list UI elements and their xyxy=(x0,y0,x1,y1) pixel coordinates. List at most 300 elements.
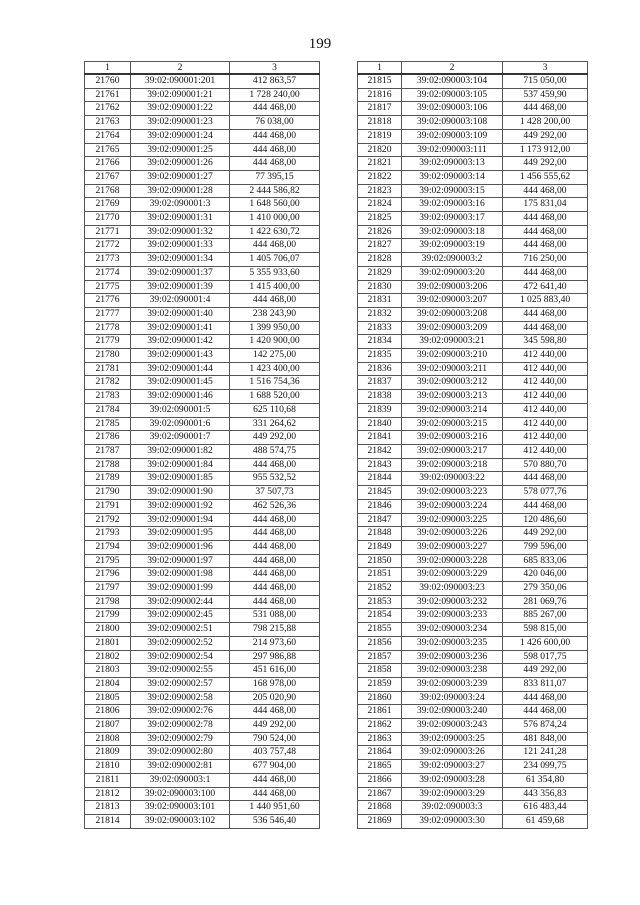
row-number-cell: 21840 xyxy=(358,417,402,431)
cadastral-number-cell: 39:02:090003:18 xyxy=(402,225,503,239)
column-header: 1 xyxy=(358,62,402,75)
table-row xyxy=(85,116,320,130)
table-row xyxy=(85,499,320,513)
row-number-cell: 21866 xyxy=(358,773,402,787)
cadastral-number-cell: 39:02:090003:30 xyxy=(402,814,503,828)
value-cell: 1 688 520,00 xyxy=(230,390,320,404)
value-cell: 444 468,00 xyxy=(230,787,320,801)
cadastral-number-cell: 39:02:090002:54 xyxy=(131,650,230,664)
row-number-cell: 21807 xyxy=(85,719,131,733)
row-number-cell: 21772 xyxy=(85,239,131,253)
cadastral-number-cell: 39:02:090003:27 xyxy=(402,760,503,774)
row-number-cell: 21795 xyxy=(85,554,131,568)
cadastral-number-cell: 39:02:090003:215 xyxy=(402,417,503,431)
row-number-cell: 21853 xyxy=(358,595,402,609)
value-cell: 536 546,40 xyxy=(230,814,320,828)
value-cell: 214 973,60 xyxy=(230,636,320,650)
value-cell: 625 110,68 xyxy=(230,403,320,417)
row-number-cell: 21838 xyxy=(358,390,402,404)
value-cell: 61 354,80 xyxy=(503,773,588,787)
row-number-cell: 21775 xyxy=(85,280,131,294)
value-cell: 449 292,00 xyxy=(503,129,588,143)
value-cell: 488 574,75 xyxy=(230,444,320,458)
cadastral-number-cell: 39:02:090003:223 xyxy=(402,486,503,500)
cadastral-number-cell: 39:02:090001:94 xyxy=(131,513,230,527)
row-number-cell: 21791 xyxy=(85,499,131,513)
table-row xyxy=(85,225,320,239)
value-cell: 449 292,00 xyxy=(503,157,588,171)
table-row xyxy=(85,212,320,226)
table-row xyxy=(85,636,320,650)
value-cell: 238 243,90 xyxy=(230,307,320,321)
row-number-cell: 21849 xyxy=(358,540,402,554)
cadastral-number-cell: 39:02:090003:213 xyxy=(402,390,503,404)
cadastral-number-cell: 39:02:090002:52 xyxy=(131,636,230,650)
table-row xyxy=(358,801,588,815)
row-number-cell: 21797 xyxy=(85,582,131,596)
value-cell: 444 468,00 xyxy=(503,705,588,719)
cadastral-number-cell: 39:02:090001:25 xyxy=(131,143,230,157)
value-cell: 1 648 560,00 xyxy=(230,198,320,212)
row-number-cell: 21789 xyxy=(85,472,131,486)
table-row xyxy=(358,349,588,363)
cadastral-number-cell: 39:02:090003:101 xyxy=(131,801,230,815)
row-number-cell: 21827 xyxy=(358,239,402,253)
row-number-cell: 21776 xyxy=(85,294,131,308)
cadastral-number-cell: 39:02:090002:57 xyxy=(131,677,230,691)
value-cell: 1 423 400,00 xyxy=(230,362,320,376)
table-row xyxy=(85,732,320,746)
row-number-cell: 21764 xyxy=(85,129,131,143)
table-row xyxy=(85,362,320,376)
cadastral-number-cell: 39:02:090001:40 xyxy=(131,307,230,321)
table-row xyxy=(358,253,588,267)
table-row xyxy=(358,554,588,568)
table-row xyxy=(358,280,588,294)
row-number-cell: 21835 xyxy=(358,349,402,363)
cadastral-number-cell: 39:02:090001:24 xyxy=(131,129,230,143)
value-cell: 472 641,40 xyxy=(503,280,588,294)
column-header: 3 xyxy=(230,62,320,75)
row-number-cell: 21802 xyxy=(85,650,131,664)
cadastral-number-cell: 39:02:090001:85 xyxy=(131,472,230,486)
value-cell: 716 250,00 xyxy=(503,253,588,267)
cadastral-number-cell: 39:02:090003:22 xyxy=(402,472,503,486)
value-cell: 798 215,88 xyxy=(230,623,320,637)
row-number-cell: 21824 xyxy=(358,198,402,212)
column-header: 2 xyxy=(402,62,503,75)
table-row xyxy=(358,582,588,596)
row-number-cell: 21810 xyxy=(85,760,131,774)
value-cell: 412 440,00 xyxy=(503,431,588,445)
value-cell: 444 468,00 xyxy=(503,307,588,321)
table-row xyxy=(85,664,320,678)
row-number-cell: 21846 xyxy=(358,499,402,513)
value-cell: 451 616,00 xyxy=(230,664,320,678)
row-number-cell: 21796 xyxy=(85,568,131,582)
cadastral-number-cell: 39:02:090003:111 xyxy=(402,143,503,157)
value-cell: 444 468,00 xyxy=(230,568,320,582)
row-number-cell: 21800 xyxy=(85,623,131,637)
cadastral-number-cell: 39:02:090001:22 xyxy=(131,102,230,116)
cadastral-number-cell: 39:02:090003:234 xyxy=(402,623,503,637)
table-row xyxy=(358,623,588,637)
row-number-cell: 21861 xyxy=(358,705,402,719)
table-row xyxy=(85,760,320,774)
value-cell: 449 292,00 xyxy=(503,527,588,541)
table-row xyxy=(85,335,320,349)
table-row xyxy=(85,417,320,431)
table-row xyxy=(358,746,588,760)
cadastral-number-cell: 39:02:090001:5 xyxy=(131,403,230,417)
value-cell: 1 415 400,00 xyxy=(230,280,320,294)
table-row xyxy=(358,417,588,431)
cadastral-number-cell: 39:02:090001:43 xyxy=(131,349,230,363)
value-cell: 1 410 000,00 xyxy=(230,212,320,226)
value-cell: 799 596,00 xyxy=(503,540,588,554)
table-row xyxy=(358,431,588,445)
table-row xyxy=(358,540,588,554)
table-row xyxy=(358,212,588,226)
table-row xyxy=(85,540,320,554)
table-row xyxy=(85,801,320,815)
value-cell: 444 468,00 xyxy=(230,773,320,787)
table-row xyxy=(358,403,588,417)
row-number-cell: 21831 xyxy=(358,294,402,308)
table-row xyxy=(358,239,588,253)
cadastral-number-cell: 39:02:090003:100 xyxy=(131,787,230,801)
cadastral-number-cell: 39:02:090001:90 xyxy=(131,486,230,500)
table-row xyxy=(85,746,320,760)
value-cell: 444 468,00 xyxy=(230,554,320,568)
value-cell: 412 863,57 xyxy=(230,74,320,88)
value-cell: 885 267,00 xyxy=(503,609,588,623)
table-body-left xyxy=(85,74,320,828)
value-cell: 331 264,62 xyxy=(230,417,320,431)
cadastral-number-cell: 39:02:090002:55 xyxy=(131,664,230,678)
value-cell: 570 880,70 xyxy=(503,458,588,472)
cadastral-number-cell: 39:02:090002:80 xyxy=(131,746,230,760)
value-cell: 1 440 951,60 xyxy=(230,801,320,815)
table-row xyxy=(85,349,320,363)
table-row xyxy=(358,307,588,321)
value-cell: 444 468,00 xyxy=(503,321,588,335)
table-row xyxy=(85,773,320,787)
table-header-row xyxy=(358,62,588,75)
row-number-cell: 21862 xyxy=(358,719,402,733)
value-cell: 677 904,00 xyxy=(230,760,320,774)
table-row xyxy=(85,472,320,486)
column-header: 3 xyxy=(503,62,588,75)
table-row xyxy=(358,116,588,130)
table-row xyxy=(358,732,588,746)
table-row xyxy=(358,225,588,239)
cadastral-number-cell: 39:02:090003:109 xyxy=(402,129,503,143)
table-row xyxy=(358,527,588,541)
row-number-cell: 21855 xyxy=(358,623,402,637)
value-cell: 537 459,90 xyxy=(503,88,588,102)
cadastral-number-cell: 39:02:090001:6 xyxy=(131,417,230,431)
value-cell: 61 459,68 xyxy=(503,814,588,828)
column-header: 2 xyxy=(131,62,230,75)
table-row xyxy=(85,582,320,596)
row-number-cell: 21833 xyxy=(358,321,402,335)
cadastral-number-cell: 39:02:090001:41 xyxy=(131,321,230,335)
table-row xyxy=(358,458,588,472)
table-row xyxy=(358,198,588,212)
row-number-cell: 21843 xyxy=(358,458,402,472)
value-cell: 531 088,00 xyxy=(230,609,320,623)
row-number-cell: 21801 xyxy=(85,636,131,650)
table-row xyxy=(85,390,320,404)
row-number-cell: 21780 xyxy=(85,349,131,363)
row-number-cell: 21770 xyxy=(85,212,131,226)
cadastral-number-cell: 39:02:090001:92 xyxy=(131,499,230,513)
table-row xyxy=(85,266,320,280)
row-number-cell: 21857 xyxy=(358,650,402,664)
cadastral-number-cell: 39:02:090003:214 xyxy=(402,403,503,417)
row-number-cell: 21860 xyxy=(358,691,402,705)
row-number-cell: 21774 xyxy=(85,266,131,280)
cadastral-number-cell: 39:02:090001:82 xyxy=(131,444,230,458)
cadastral-number-cell: 39:02:090003:211 xyxy=(402,362,503,376)
value-cell: 142 275,00 xyxy=(230,349,320,363)
row-number-cell: 21788 xyxy=(85,458,131,472)
value-cell: 1 456 555,62 xyxy=(503,170,588,184)
table-row xyxy=(358,321,588,335)
cadastral-number-cell: 39:02:090003:233 xyxy=(402,609,503,623)
row-number-cell: 21762 xyxy=(85,102,131,116)
table-row xyxy=(358,609,588,623)
table-row xyxy=(358,814,588,828)
cadastral-number-cell: 39:02:090003:19 xyxy=(402,239,503,253)
table-row xyxy=(85,280,320,294)
value-cell: 444 468,00 xyxy=(503,102,588,116)
value-cell: 444 468,00 xyxy=(230,129,320,143)
table-row xyxy=(358,650,588,664)
table-row xyxy=(85,691,320,705)
row-number-cell: 21808 xyxy=(85,732,131,746)
table-row xyxy=(358,760,588,774)
cadastral-number-cell: 39:02:090003:21 xyxy=(402,335,503,349)
value-cell: 412 440,00 xyxy=(503,349,588,363)
cadastral-number-cell: 39:02:090001:39 xyxy=(131,280,230,294)
cadastral-number-cell: 39:02:090003:224 xyxy=(402,499,503,513)
row-number-cell: 21811 xyxy=(85,773,131,787)
value-cell: 175 831,04 xyxy=(503,198,588,212)
cadastral-number-cell: 39:02:090001:27 xyxy=(131,170,230,184)
table-row xyxy=(358,88,588,102)
table-row xyxy=(358,362,588,376)
cadastral-number-cell: 39:02:090001:31 xyxy=(131,212,230,226)
cadastral-number-cell: 39:02:090003:16 xyxy=(402,198,503,212)
table-row xyxy=(85,129,320,143)
table-row xyxy=(85,88,320,102)
table-row xyxy=(358,486,588,500)
table-row xyxy=(358,499,588,513)
cadastral-number-cell: 39:02:090001:97 xyxy=(131,554,230,568)
cadastral-number-cell: 39:02:090003:210 xyxy=(402,349,503,363)
value-cell: 449 292,00 xyxy=(230,431,320,445)
cadastral-number-cell: 39:02:090003:108 xyxy=(402,116,503,130)
row-number-cell: 21854 xyxy=(358,609,402,623)
table-row xyxy=(85,513,320,527)
table-row xyxy=(358,636,588,650)
value-cell: 578 077,76 xyxy=(503,486,588,500)
cadastral-number-cell: 39:02:090003:104 xyxy=(402,74,503,88)
row-number-cell: 21767 xyxy=(85,170,131,184)
row-number-cell: 21783 xyxy=(85,390,131,404)
value-cell: 444 468,00 xyxy=(503,472,588,486)
cadastral-number-cell: 39:02:090003:14 xyxy=(402,170,503,184)
cadastral-number-cell: 39:02:090001:26 xyxy=(131,157,230,171)
value-cell: 412 440,00 xyxy=(503,403,588,417)
table-row xyxy=(85,623,320,637)
cadastral-number-cell: 39:02:090003:240 xyxy=(402,705,503,719)
row-number-cell: 21793 xyxy=(85,527,131,541)
row-number-cell: 21868 xyxy=(358,801,402,815)
table-row xyxy=(85,170,320,184)
value-cell: 412 440,00 xyxy=(503,376,588,390)
cadastral-number-cell: 39:02:090003:225 xyxy=(402,513,503,527)
row-number-cell: 21804 xyxy=(85,677,131,691)
row-number-cell: 21813 xyxy=(85,801,131,815)
table-row xyxy=(358,266,588,280)
value-cell: 444 468,00 xyxy=(230,527,320,541)
table-row xyxy=(85,486,320,500)
cadastral-number-cell: 39:02:090003:228 xyxy=(402,554,503,568)
value-cell: 443 356,83 xyxy=(503,787,588,801)
value-cell: 444 468,00 xyxy=(230,458,320,472)
table-right xyxy=(357,61,588,829)
value-cell: 444 468,00 xyxy=(503,499,588,513)
value-cell: 444 468,00 xyxy=(503,239,588,253)
cadastral-number-cell: 39:02:090001:7 xyxy=(131,431,230,445)
cadastral-number-cell: 39:02:090003:232 xyxy=(402,595,503,609)
value-cell: 2 444 586,82 xyxy=(230,184,320,198)
table-row xyxy=(358,568,588,582)
row-number-cell: 21763 xyxy=(85,116,131,130)
cadastral-number-cell: 39:02:090001:28 xyxy=(131,184,230,198)
value-cell: 790 524,00 xyxy=(230,732,320,746)
table-row xyxy=(358,787,588,801)
cadastral-number-cell: 39:02:090003:1 xyxy=(131,773,230,787)
value-cell: 205 020,90 xyxy=(230,691,320,705)
value-cell: 444 468,00 xyxy=(230,595,320,609)
table-row xyxy=(85,403,320,417)
row-number-cell: 21799 xyxy=(85,609,131,623)
value-cell: 412 440,00 xyxy=(503,444,588,458)
value-cell: 1 428 200,00 xyxy=(503,116,588,130)
row-number-cell: 21806 xyxy=(85,705,131,719)
cadastral-number-cell: 39:02:090001:46 xyxy=(131,390,230,404)
row-number-cell: 21760 xyxy=(85,74,131,88)
value-cell: 5 355 933,60 xyxy=(230,266,320,280)
row-number-cell: 21818 xyxy=(358,116,402,130)
cadastral-number-cell: 39:02:090001:42 xyxy=(131,335,230,349)
table-row xyxy=(85,677,320,691)
row-number-cell: 21852 xyxy=(358,582,402,596)
cadastral-number-cell: 39:02:090003:226 xyxy=(402,527,503,541)
value-cell: 1 399 950,00 xyxy=(230,321,320,335)
value-cell: 1 516 754,36 xyxy=(230,376,320,390)
row-number-cell: 21867 xyxy=(358,787,402,801)
value-cell: 598 815,00 xyxy=(503,623,588,637)
value-cell: 444 468,00 xyxy=(503,184,588,198)
value-cell: 444 468,00 xyxy=(230,540,320,554)
row-number-cell: 21765 xyxy=(85,143,131,157)
row-number-cell: 21826 xyxy=(358,225,402,239)
cadastral-number-cell: 39:02:090001:84 xyxy=(131,458,230,472)
cadastral-number-cell: 39:02:090003:209 xyxy=(402,321,503,335)
value-cell: 1 405 706,07 xyxy=(230,253,320,267)
row-number-cell: 21787 xyxy=(85,444,131,458)
table-row xyxy=(358,376,588,390)
table-row xyxy=(358,102,588,116)
cadastral-number-cell: 39:02:090002:79 xyxy=(131,732,230,746)
table-row xyxy=(85,650,320,664)
value-cell: 481 848,00 xyxy=(503,732,588,746)
row-number-cell: 21845 xyxy=(358,486,402,500)
row-number-cell: 21856 xyxy=(358,636,402,650)
table-row xyxy=(358,472,588,486)
value-cell: 444 468,00 xyxy=(230,157,320,171)
row-number-cell: 21865 xyxy=(358,760,402,774)
table-row xyxy=(358,595,588,609)
table-row xyxy=(358,444,588,458)
cadastral-number-cell: 39:02:090001:98 xyxy=(131,568,230,582)
table-row xyxy=(358,705,588,719)
table-left xyxy=(84,61,320,829)
value-cell: 412 440,00 xyxy=(503,390,588,404)
cadastral-number-cell: 39:02:090001:37 xyxy=(131,266,230,280)
cadastral-number-cell: 39:02:090001:201 xyxy=(131,74,230,88)
cadastral-number-cell: 39:02:090003:106 xyxy=(402,102,503,116)
row-number-cell: 21786 xyxy=(85,431,131,445)
row-number-cell: 21784 xyxy=(85,403,131,417)
row-number-cell: 21819 xyxy=(358,129,402,143)
cadastral-number-cell: 39:02:090001:4 xyxy=(131,294,230,308)
table-row xyxy=(358,157,588,171)
cadastral-number-cell: 39:02:090001:23 xyxy=(131,116,230,130)
value-cell: 37 507,73 xyxy=(230,486,320,500)
row-number-cell: 21773 xyxy=(85,253,131,267)
value-cell: 412 440,00 xyxy=(503,362,588,376)
cadastral-number-cell: 39:02:090001:95 xyxy=(131,527,230,541)
value-cell: 1 173 912,00 xyxy=(503,143,588,157)
row-number-cell: 21792 xyxy=(85,513,131,527)
value-cell: 403 757,48 xyxy=(230,746,320,760)
row-number-cell: 21814 xyxy=(85,814,131,828)
cadastral-number-cell: 39:02:090003:105 xyxy=(402,88,503,102)
table-row xyxy=(358,170,588,184)
cadastral-number-cell: 39:02:090002:76 xyxy=(131,705,230,719)
cadastral-number-cell: 39:02:090003:26 xyxy=(402,746,503,760)
row-number-cell: 21823 xyxy=(358,184,402,198)
row-number-cell: 21790 xyxy=(85,486,131,500)
cadastral-number-cell: 39:02:090002:58 xyxy=(131,691,230,705)
value-cell: 449 292,00 xyxy=(503,664,588,678)
table-row xyxy=(358,664,588,678)
value-cell: 715 050,00 xyxy=(503,74,588,88)
table-row xyxy=(85,198,320,212)
row-number-cell: 21798 xyxy=(85,595,131,609)
row-number-cell: 21844 xyxy=(358,472,402,486)
value-cell: 281 069,76 xyxy=(503,595,588,609)
value-cell: 76 038,00 xyxy=(230,116,320,130)
cadastral-number-cell: 39:02:090001:32 xyxy=(131,225,230,239)
value-cell: 297 986,88 xyxy=(230,650,320,664)
